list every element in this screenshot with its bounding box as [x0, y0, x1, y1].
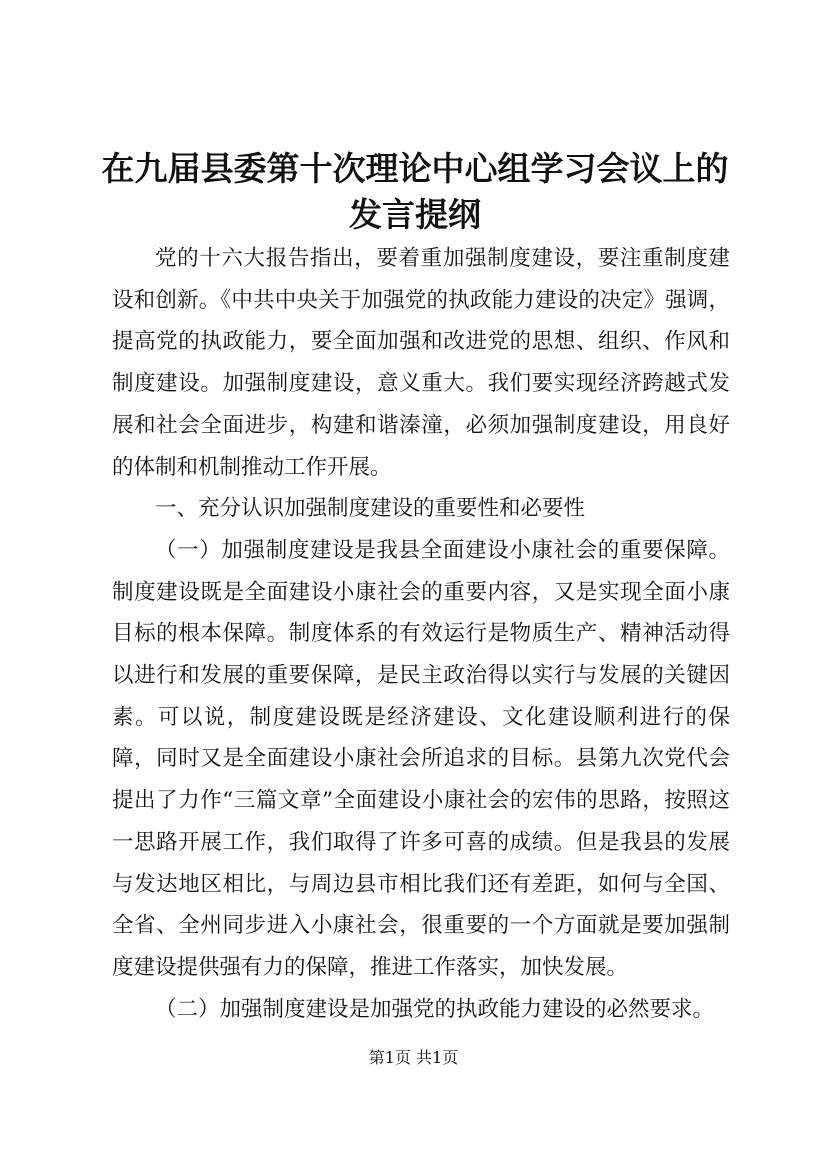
- paragraph-subsection-2: （二）加强制度建设是加强党的执政能力建设的必然要求。: [155, 996, 715, 1022]
- document-title: 在九届县委第十次理论中心组学习会议上的发言提纲: [101, 149, 729, 234]
- document-body: [112, 238, 730, 1030]
- paragraph-intro: 党的十六大报告指出，要着重加强制度建设，要注重制度建设和创新。《中共中央关于加强党的执政能力建设的决定》强调，提高党的执政能力，要全面加强和改进党的思想、组织、作风和制度建设。加强制度建设，意义重大。我们要实现经济跨越式发展和社会全面进步，构建和谐溱潼，必须加强制度建设，用良好的体制和机制推动工作开展。: [112, 246, 730, 480]
- page-footer: 第1页 共1页: [368, 1048, 459, 1067]
- section-heading-1: 一、充分认识加强制度建设的重要性和必要性: [155, 496, 586, 522]
- paragraph-subsection-1: （一）加强制度建设是我县全面建设小康社会的重要保障。制度建设既是全面建设小康社会的重要内容，又是实现全面小康目标的根本保障。制度体系的有效运行是物质生产、精神活动得以进行和发展的重要保障，是民主政治得以实行与发展的关键因素。可以说，制度建设既是经济建设、文化建设顺利进行的保障，同时又是全面建设小康社会所追求的目标。县第九次党代会提出了力作“三篇文章”全面建设小康社会的宏伟的思路，按照这一思路开展工作，我们取得了许多可喜的成绩。但是我县的发展与发达地区相比，与周边县市相比我们还有差距，如何与全国、全省、全州同步进入小康社会，很重要的一个方面就是要加强制度建设提供强有力的保障，推进工作落实，加快发展。: [112, 537, 730, 980]
